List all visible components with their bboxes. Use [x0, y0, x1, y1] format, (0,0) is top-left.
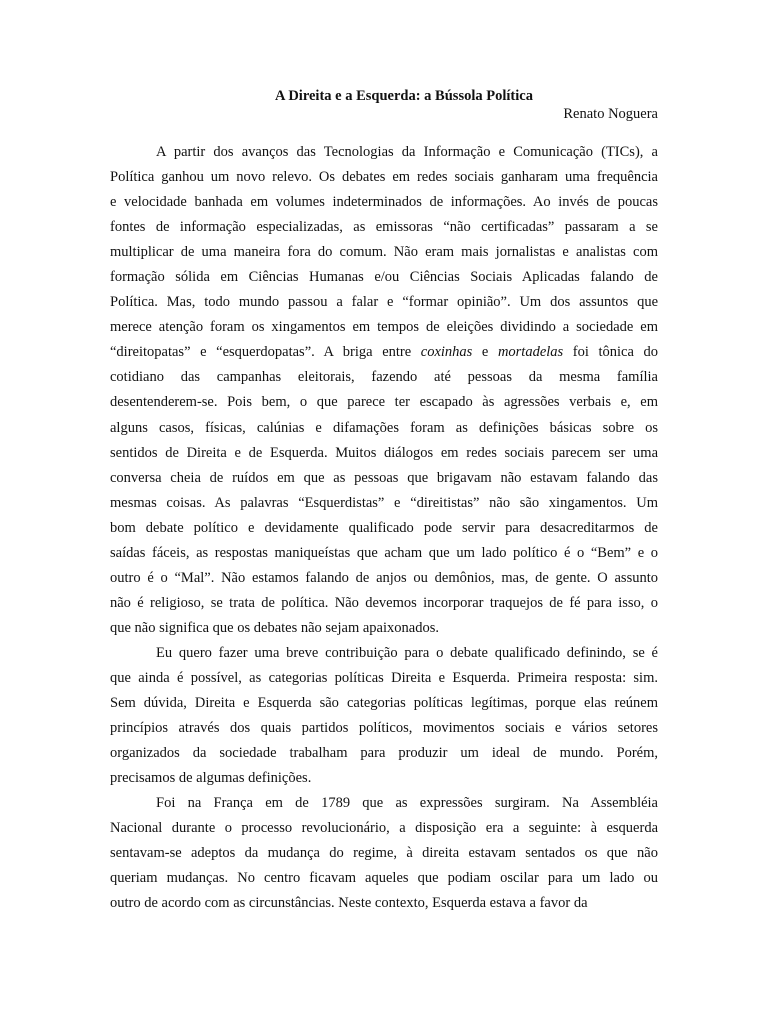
line-text: alguns casos, físicas, calúnias e difamações foram as definições básicas sobre os: [110, 419, 658, 436]
line-text: A partir dos avanços das Tecnologias da Informação e Comunicação (TICs), a: [156, 144, 658, 160]
paragraph-line: [110, 566, 658, 591]
line-text: conversa cheia de ruídos em que as pessoas que brigavam não estavam falando das: [110, 469, 658, 486]
line-text: sentavam-se adeptos da mudança do regime, à direita estavam sentados os que não: [110, 845, 658, 862]
paragraph-line: [110, 416, 658, 441]
paragraph-line: [110, 365, 658, 390]
paragraph-line: [110, 841, 658, 866]
paragraph-line: [110, 491, 658, 516]
line-text: que não significa que os debates não sejam apaixonados.: [110, 619, 439, 636]
line-text: e velocidade banhada em volumes indeterminados de informações. Ao invés de poucas: [110, 194, 658, 211]
line-text: cotidiano das campanhas eleitorais, fazendo até pessoas da mesma família: [110, 369, 658, 386]
paragraph-line: [110, 766, 658, 791]
paragraph-line: [110, 641, 658, 666]
line-text: Política. Mas, todo mundo passou a falar e “formar opinião”. Um dos assuntos que: [110, 294, 658, 311]
line-text: fontes de informação especializadas, as emissoras “não certificadas” passaram a se: [110, 219, 658, 236]
line-text: “direitopatas” e “esquerdopatas”. A briga entre coxinhas e mortadelas foi tônica do: [110, 344, 658, 361]
line-text: mesmas coisas. As palavras “Esquerdistas” e “direitistas” não são xingamentos. Um: [110, 494, 658, 511]
paragraph-line: [110, 816, 658, 841]
line-text: desentenderem-se. Pois bem, o que parece ter escapado às agressões verbais e, em: [110, 394, 658, 411]
paragraph-line: [110, 441, 658, 466]
line-text: sentidos de Direita e de Esquerda. Muitos diálogos em redes sociais parecem ser uma: [110, 444, 658, 461]
paragraph-line: [110, 541, 658, 566]
paragraph-line: [110, 691, 658, 716]
paragraph-line: [110, 466, 658, 491]
line-text: outro é o “Mal”. Não estamos falando de anjos ou demônios, mas, de gente. O assunto: [110, 569, 658, 586]
line-text: saídas fáceis, as respostas maniqueístas que acham que um lado político é o “Bem” e o: [110, 544, 658, 561]
document-author: Renato Noguera: [563, 106, 658, 122]
line-text: Sem dúvida, Direita e Esquerda são categorias políticas legítimas, porque elas reúnem: [110, 695, 658, 712]
paragraph-line: [110, 190, 658, 215]
line-text: queriam mudanças. No centro ficavam aqueles que podiam oscilar para um lado ou: [110, 870, 658, 887]
line-text: Política ganhou um novo relevo. Os debates em redes sociais ganharam uma frequência: [110, 169, 658, 186]
paragraph-line: [110, 290, 658, 315]
paragraph: [110, 791, 658, 916]
paragraph-line: [110, 340, 658, 365]
line-text: merece atenção foram os xingamentos em tempos de eleições dividindo a sociedade em: [110, 319, 658, 336]
line-text: Nacional durante o processo revolucionário, a disposição era a seguinte: à esquerda: [110, 820, 658, 837]
paragraph-line: [110, 165, 658, 190]
line-text: Eu quero fazer uma breve contribuição para o debate qualificado definindo, se é: [156, 644, 658, 661]
line-text: princípios através dos quais partidos políticos, movimentos sociais e vários setores: [110, 720, 658, 737]
paragraph-line: [110, 741, 658, 766]
line-text: não é religioso, se trata de política. Não devemos incorporar traquejos de fé para isso, o: [110, 594, 658, 611]
paragraph-line: [110, 616, 658, 641]
paragraph-line: [110, 265, 658, 290]
document-title: A Direita e a Esquerda: a Bússola Política: [275, 88, 533, 104]
paragraph: [110, 641, 658, 791]
paragraph-line: [110, 390, 658, 415]
line-text: que ainda é possível, as categorias políticas Direita e Esquerda. Primeira resposta: sim.: [110, 669, 658, 686]
paragraph-line: [110, 716, 658, 741]
paragraph-line: [110, 666, 658, 691]
paragraph-line: [110, 240, 658, 265]
paragraph-line: [110, 891, 658, 916]
line-text: bom debate político e devidamente qualificado pode servir para desacreditarmos de: [110, 519, 658, 536]
line-text: organizados da sociedade trabalham para produzir um ideal de mundo. Porém,: [110, 745, 658, 762]
line-text: multiplicar de uma maneira fora do comum. Não eram mais jornalistas e analistas com: [110, 244, 658, 261]
paragraph: [110, 140, 658, 641]
emphasized-word: coxinhas: [420, 344, 473, 361]
line-text: formação sólida em Ciências Humanas e/ou Ciências Sociais Aplicadas falando de: [110, 269, 658, 286]
paragraph-line: [110, 866, 658, 891]
paragraph-line: [110, 516, 658, 541]
paragraph-line: [110, 315, 658, 340]
paragraph-line: [110, 215, 658, 240]
paragraph-line: [110, 791, 658, 816]
document-body: [110, 140, 658, 916]
paragraph-line: [110, 591, 658, 616]
emphasized-word: mortadelas: [497, 344, 564, 361]
paragraph-line: [110, 140, 658, 165]
line-text: outro de acordo com as circunstâncias. Neste contexto, Esquerda estava a favor da: [110, 895, 588, 912]
line-text: Foi na França em de 1789 que as expressões surgiram. Na Assembléia: [156, 795, 658, 812]
line-text: precisamos de algumas definições.: [110, 770, 312, 787]
